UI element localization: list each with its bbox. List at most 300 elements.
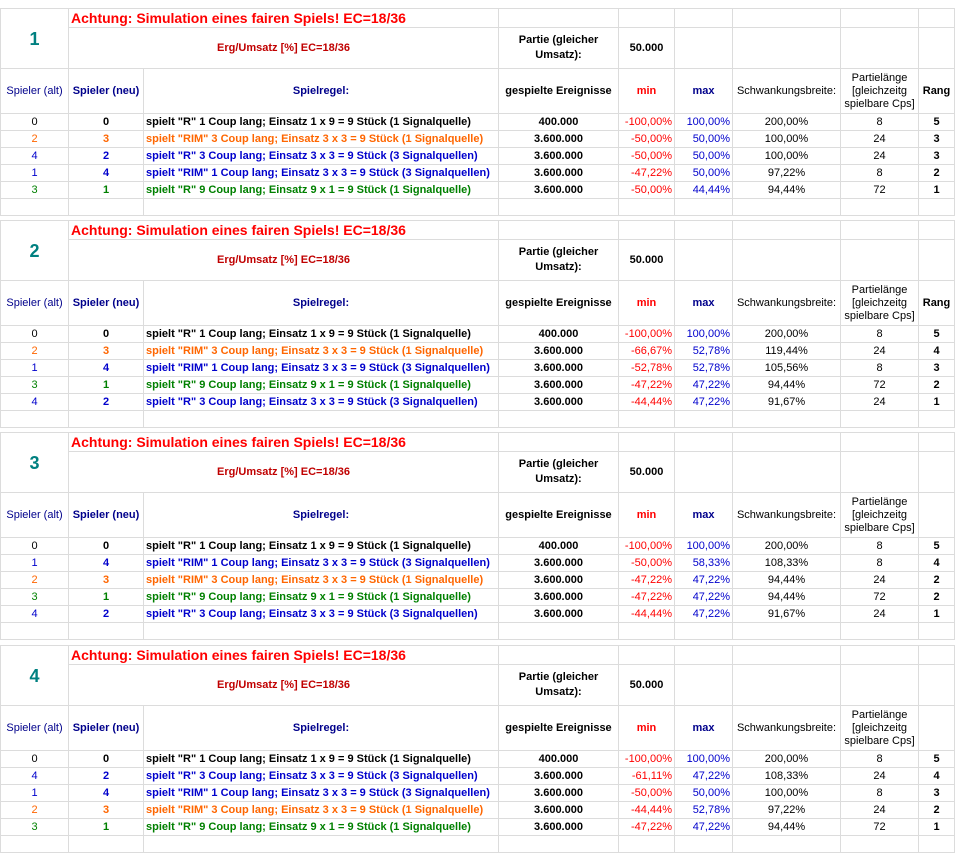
min-cell[interactable]: -47,22% <box>619 572 675 589</box>
max-cell[interactable]: 47,22% <box>675 606 733 623</box>
rang-cell[interactable]: 2 <box>919 165 955 182</box>
header-schwankungsbreite[interactable]: Schwankungsbreite: <box>733 706 841 751</box>
table-row[interactable] <box>1 606 955 623</box>
max-cell[interactable]: 100,00% <box>675 326 733 343</box>
spielregel-cell[interactable]: spielt "R" 3 Coup lang; Einsatz 3 x 3 = 9 Stück (3 Signalquellen) <box>144 394 499 411</box>
min-cell[interactable]: -52,78% <box>619 360 675 377</box>
spieler-neu-cell[interactable]: 3 <box>69 802 144 819</box>
warning-title[interactable]: Achtung: Simulation eines fairen Spiels! EC=18/36 <box>69 433 499 452</box>
spielregel-cell[interactable]: spielt "RIM" 1 Coup lang; Einsatz 3 x 3 = 9 Stück (3 Signalquellen) <box>144 785 499 802</box>
rang-cell[interactable]: 1 <box>919 819 955 836</box>
empty-cell[interactable] <box>733 240 841 281</box>
empty-cell[interactable] <box>841 836 919 853</box>
empty-cell[interactable] <box>675 452 733 493</box>
header-spielregel[interactable]: Spielregel: <box>144 69 499 114</box>
rang-cell[interactable]: 5 <box>919 751 955 768</box>
table-row[interactable] <box>1 589 955 606</box>
empty-cell[interactable] <box>919 836 955 853</box>
partie-value[interactable]: 50.000 <box>619 28 675 69</box>
rang-cell[interactable]: 1 <box>919 394 955 411</box>
spieler-neu-cell[interactable]: 3 <box>69 572 144 589</box>
empty-cell[interactable] <box>733 199 841 216</box>
empty-cell[interactable] <box>675 646 733 665</box>
warning-title[interactable]: Achtung: Simulation eines fairen Spiels! EC=18/36 <box>69 221 499 240</box>
spielregel-cell[interactable]: spielt "RIM" 1 Coup lang; Einsatz 3 x 3 = 9 Stück (3 Signalquellen) <box>144 165 499 182</box>
rang-cell[interactable]: 5 <box>919 114 955 131</box>
max-cell[interactable]: 52,78% <box>675 360 733 377</box>
empty-cell[interactable] <box>841 199 919 216</box>
table-row[interactable] <box>1 360 955 377</box>
partielaenge-cell[interactable]: 8 <box>841 785 919 802</box>
partielaenge-cell[interactable]: 24 <box>841 606 919 623</box>
header-min[interactable]: min <box>619 281 675 326</box>
header-spieler-neu[interactable]: Spieler (neu) <box>69 493 144 538</box>
ereignisse-cell[interactable]: 3.600.000 <box>499 182 619 199</box>
max-cell[interactable]: 47,22% <box>675 589 733 606</box>
max-cell[interactable]: 52,78% <box>675 802 733 819</box>
partie-label[interactable]: Partie (gleicher Umsatz): <box>499 28 619 69</box>
header-min[interactable]: min <box>619 493 675 538</box>
empty-cell[interactable] <box>733 9 841 28</box>
min-cell[interactable]: -47,22% <box>619 165 675 182</box>
empty-cell[interactable] <box>733 411 841 428</box>
erg-umsatz-label[interactable]: Erg/Umsatz [%] EC=18/36 <box>69 28 499 69</box>
ereignisse-cell[interactable]: 400.000 <box>499 751 619 768</box>
min-cell[interactable]: -44,44% <box>619 394 675 411</box>
spieler-neu-cell[interactable]: 2 <box>69 606 144 623</box>
empty-cell[interactable] <box>733 623 841 640</box>
partielaenge-cell[interactable]: 24 <box>841 768 919 785</box>
min-cell[interactable]: -47,22% <box>619 377 675 394</box>
ereignisse-cell[interactable]: 3.600.000 <box>499 589 619 606</box>
header-spieler-alt[interactable]: Spieler (alt) <box>1 706 69 751</box>
partielaenge-cell[interactable]: 72 <box>841 377 919 394</box>
spieler-neu-cell[interactable]: 3 <box>69 343 144 360</box>
block-number[interactable]: 1 <box>1 9 69 69</box>
empty-cell[interactable] <box>675 623 733 640</box>
min-cell[interactable]: -50,00% <box>619 182 675 199</box>
spieler-neu-cell[interactable]: 1 <box>69 377 144 394</box>
schwankungsbreite-cell[interactable]: 94,44% <box>733 572 841 589</box>
empty-cell[interactable] <box>499 836 619 853</box>
spielregel-cell[interactable]: spielt "R" 3 Coup lang; Einsatz 3 x 3 = 9 Stück (3 Signalquellen) <box>144 768 499 785</box>
empty-cell[interactable] <box>1 836 69 853</box>
header-max[interactable]: max <box>675 69 733 114</box>
max-cell[interactable]: 100,00% <box>675 751 733 768</box>
spieler-alt-cell[interactable]: 3 <box>1 377 69 394</box>
empty-cell[interactable] <box>1 411 69 428</box>
empty-cell[interactable] <box>499 221 619 240</box>
spieler-alt-cell[interactable]: 2 <box>1 572 69 589</box>
spielregel-cell[interactable]: spielt "R" 9 Coup lang; Einsatz 9 x 1 = 9 Stück (1 Signalquelle) <box>144 377 499 394</box>
rang-cell[interactable]: 1 <box>919 182 955 199</box>
table-row[interactable] <box>1 751 955 768</box>
empty-cell[interactable] <box>919 646 955 665</box>
spieler-neu-cell[interactable]: 0 <box>69 538 144 555</box>
ereignisse-cell[interactable]: 3.600.000 <box>499 555 619 572</box>
empty-cell[interactable] <box>144 836 499 853</box>
table-row[interactable] <box>1 114 955 131</box>
max-cell[interactable]: 47,22% <box>675 572 733 589</box>
max-cell[interactable]: 50,00% <box>675 165 733 182</box>
empty-cell[interactable] <box>69 411 144 428</box>
partie-value[interactable]: 50.000 <box>619 240 675 281</box>
empty-cell[interactable] <box>675 836 733 853</box>
ereignisse-cell[interactable]: 3.600.000 <box>499 572 619 589</box>
empty-cell[interactable] <box>675 240 733 281</box>
table-row[interactable] <box>1 802 955 819</box>
max-cell[interactable]: 50,00% <box>675 785 733 802</box>
spieler-alt-cell[interactable]: 2 <box>1 343 69 360</box>
min-cell[interactable]: -47,22% <box>619 819 675 836</box>
ereignisse-cell[interactable]: 3.600.000 <box>499 785 619 802</box>
empty-cell[interactable] <box>499 199 619 216</box>
schwankungsbreite-cell[interactable]: 105,56% <box>733 360 841 377</box>
rang-cell[interactable]: 4 <box>919 555 955 572</box>
min-cell[interactable]: -100,00% <box>619 538 675 555</box>
table-row[interactable] <box>1 326 955 343</box>
empty-cell[interactable] <box>733 836 841 853</box>
table-row[interactable] <box>1 394 955 411</box>
empty-cell[interactable] <box>675 665 733 706</box>
empty-cell[interactable] <box>619 433 675 452</box>
empty-cell[interactable] <box>499 433 619 452</box>
max-cell[interactable]: 47,22% <box>675 377 733 394</box>
max-cell[interactable]: 100,00% <box>675 538 733 555</box>
header-spieler-alt[interactable]: Spieler (alt) <box>1 493 69 538</box>
spieler-alt-cell[interactable]: 0 <box>1 538 69 555</box>
empty-cell[interactable] <box>619 836 675 853</box>
empty-cell[interactable] <box>69 199 144 216</box>
table-row[interactable] <box>1 182 955 199</box>
spielregel-cell[interactable]: spielt "R" 9 Coup lang; Einsatz 9 x 1 = 9 Stück (1 Signalquelle) <box>144 182 499 199</box>
spielregel-cell[interactable]: spielt "RIM" 3 Coup lang; Einsatz 3 x 3 = 9 Stück (1 Signalquelle) <box>144 802 499 819</box>
header-rang[interactable] <box>919 493 955 538</box>
spielregel-cell[interactable]: spielt "RIM" 3 Coup lang; Einsatz 3 x 3 = 9 Stück (1 Signalquelle) <box>144 343 499 360</box>
empty-cell[interactable] <box>675 221 733 240</box>
header-spielregel[interactable]: Spielregel: <box>144 706 499 751</box>
empty-cell[interactable] <box>144 623 499 640</box>
partielaenge-cell[interactable]: 72 <box>841 819 919 836</box>
max-cell[interactable]: 100,00% <box>675 114 733 131</box>
rang-cell[interactable]: 2 <box>919 589 955 606</box>
header-ereignisse[interactable]: gespielte Ereignisse <box>499 281 619 326</box>
partielaenge-cell[interactable]: 24 <box>841 343 919 360</box>
empty-cell[interactable] <box>675 199 733 216</box>
spielregel-cell[interactable]: spielt "RIM" 3 Coup lang; Einsatz 3 x 3 = 9 Stück (1 Signalquelle) <box>144 572 499 589</box>
empty-cell[interactable] <box>675 433 733 452</box>
spieler-alt-cell[interactable]: 4 <box>1 768 69 785</box>
schwankungsbreite-cell[interactable]: 94,44% <box>733 589 841 606</box>
ereignisse-cell[interactable]: 3.600.000 <box>499 606 619 623</box>
empty-cell[interactable] <box>144 199 499 216</box>
spieler-alt-cell[interactable]: 1 <box>1 165 69 182</box>
ereignisse-cell[interactable]: 3.600.000 <box>499 360 619 377</box>
ereignisse-cell[interactable]: 3.600.000 <box>499 377 619 394</box>
spielregel-cell[interactable]: spielt "R" 3 Coup lang; Einsatz 3 x 3 = 9 Stück (3 Signalquellen) <box>144 148 499 165</box>
header-rang[interactable]: Rang <box>919 281 955 326</box>
spieler-alt-cell[interactable]: 0 <box>1 326 69 343</box>
spieler-alt-cell[interactable]: 0 <box>1 114 69 131</box>
ereignisse-cell[interactable]: 400.000 <box>499 114 619 131</box>
empty-cell[interactable] <box>919 433 955 452</box>
ereignisse-cell[interactable]: 3.600.000 <box>499 131 619 148</box>
spielregel-cell[interactable]: spielt "R" 1 Coup lang; Einsatz 1 x 9 = 9 Stück (1 Signalquelle) <box>144 326 499 343</box>
partielaenge-cell[interactable]: 8 <box>841 751 919 768</box>
rang-cell[interactable]: 3 <box>919 785 955 802</box>
empty-cell[interactable] <box>919 411 955 428</box>
ereignisse-cell[interactable]: 400.000 <box>499 538 619 555</box>
schwankungsbreite-cell[interactable]: 94,44% <box>733 819 841 836</box>
header-ereignisse[interactable]: gespielte Ereignisse <box>499 69 619 114</box>
spieler-alt-cell[interactable]: 2 <box>1 802 69 819</box>
schwankungsbreite-cell[interactable]: 94,44% <box>733 182 841 199</box>
min-cell[interactable]: -100,00% <box>619 114 675 131</box>
erg-umsatz-label[interactable]: Erg/Umsatz [%] EC=18/36 <box>69 452 499 493</box>
spieler-neu-cell[interactable]: 2 <box>69 394 144 411</box>
empty-cell[interactable] <box>69 836 144 853</box>
rang-cell[interactable]: 3 <box>919 360 955 377</box>
partielaenge-cell[interactable]: 8 <box>841 538 919 555</box>
empty-cell[interactable] <box>919 221 955 240</box>
ereignisse-cell[interactable]: 3.600.000 <box>499 768 619 785</box>
spieler-neu-cell[interactable]: 0 <box>69 751 144 768</box>
empty-cell[interactable] <box>499 9 619 28</box>
schwankungsbreite-cell[interactable]: 108,33% <box>733 768 841 785</box>
max-cell[interactable]: 50,00% <box>675 148 733 165</box>
empty-cell[interactable] <box>841 411 919 428</box>
empty-cell[interactable] <box>675 411 733 428</box>
header-spieler-alt[interactable]: Spieler (alt) <box>1 69 69 114</box>
rang-cell[interactable]: 3 <box>919 131 955 148</box>
table-row[interactable] <box>1 555 955 572</box>
table-row[interactable] <box>1 819 955 836</box>
schwankungsbreite-cell[interactable]: 200,00% <box>733 114 841 131</box>
spieler-neu-cell[interactable]: 0 <box>69 326 144 343</box>
empty-cell[interactable] <box>919 28 955 69</box>
min-cell[interactable]: -50,00% <box>619 131 675 148</box>
empty-cell[interactable] <box>619 623 675 640</box>
spieler-alt-cell[interactable]: 0 <box>1 751 69 768</box>
spieler-alt-cell[interactable]: 3 <box>1 589 69 606</box>
warning-title[interactable]: Achtung: Simulation eines fairen Spiels! EC=18/36 <box>69 9 499 28</box>
partie-label[interactable]: Partie (gleicher Umsatz): <box>499 665 619 706</box>
spieler-neu-cell[interactable]: 1 <box>69 819 144 836</box>
empty-cell[interactable] <box>499 623 619 640</box>
table-row[interactable] <box>1 785 955 802</box>
min-cell[interactable]: -66,67% <box>619 343 675 360</box>
empty-cell[interactable] <box>733 221 841 240</box>
empty-cell[interactable] <box>499 411 619 428</box>
partielaenge-cell[interactable]: 24 <box>841 572 919 589</box>
header-schwankungsbreite[interactable]: Schwankungsbreite: <box>733 69 841 114</box>
min-cell[interactable]: -50,00% <box>619 555 675 572</box>
empty-cell[interactable] <box>733 452 841 493</box>
max-cell[interactable]: 58,33% <box>675 555 733 572</box>
empty-cell[interactable] <box>919 240 955 281</box>
header-rang[interactable]: Rang <box>919 69 955 114</box>
table-row[interactable] <box>1 131 955 148</box>
empty-cell[interactable] <box>733 433 841 452</box>
min-cell[interactable]: -44,44% <box>619 802 675 819</box>
erg-umsatz-label[interactable]: Erg/Umsatz [%] EC=18/36 <box>69 665 499 706</box>
min-cell[interactable]: -100,00% <box>619 751 675 768</box>
ereignisse-cell[interactable]: 3.600.000 <box>499 148 619 165</box>
spielregel-cell[interactable]: spielt "RIM" 1 Coup lang; Einsatz 3 x 3 = 9 Stück (3 Signalquellen) <box>144 360 499 377</box>
schwankungsbreite-cell[interactable]: 91,67% <box>733 606 841 623</box>
max-cell[interactable]: 44,44% <box>675 182 733 199</box>
empty-cell[interactable] <box>733 646 841 665</box>
spieler-neu-cell[interactable]: 0 <box>69 114 144 131</box>
block-number[interactable]: 3 <box>1 433 69 493</box>
rang-cell[interactable]: 5 <box>919 326 955 343</box>
spieler-neu-cell[interactable]: 4 <box>69 785 144 802</box>
empty-cell[interactable] <box>919 623 955 640</box>
min-cell[interactable]: -47,22% <box>619 589 675 606</box>
header-ereignisse[interactable]: gespielte Ereignisse <box>499 493 619 538</box>
max-cell[interactable]: 50,00% <box>675 131 733 148</box>
schwankungsbreite-cell[interactable]: 108,33% <box>733 555 841 572</box>
max-cell[interactable]: 52,78% <box>675 343 733 360</box>
min-cell[interactable]: -50,00% <box>619 785 675 802</box>
spieler-neu-cell[interactable]: 1 <box>69 589 144 606</box>
spieler-neu-cell[interactable]: 2 <box>69 148 144 165</box>
max-cell[interactable]: 47,22% <box>675 819 733 836</box>
empty-cell[interactable] <box>841 433 919 452</box>
partie-label[interactable]: Partie (gleicher Umsatz): <box>499 452 619 493</box>
block-number[interactable]: 2 <box>1 221 69 281</box>
empty-cell[interactable] <box>841 623 919 640</box>
ereignisse-cell[interactable]: 3.600.000 <box>499 819 619 836</box>
empty-cell[interactable] <box>619 411 675 428</box>
schwankungsbreite-cell[interactable]: 94,44% <box>733 377 841 394</box>
partielaenge-cell[interactable]: 24 <box>841 394 919 411</box>
empty-cell[interactable] <box>841 9 919 28</box>
ereignisse-cell[interactable]: 3.600.000 <box>499 394 619 411</box>
schwankungsbreite-cell[interactable]: 97,22% <box>733 165 841 182</box>
header-partielaenge[interactable]: Partielänge [gleichzeitg spielbare Cps] <box>841 706 919 751</box>
empty-cell[interactable] <box>499 646 619 665</box>
spieler-alt-cell[interactable]: 2 <box>1 131 69 148</box>
empty-cell[interactable] <box>619 221 675 240</box>
spieler-neu-cell[interactable]: 4 <box>69 555 144 572</box>
schwankungsbreite-cell[interactable]: 100,00% <box>733 785 841 802</box>
table-row[interactable] <box>1 377 955 394</box>
partielaenge-cell[interactable]: 72 <box>841 182 919 199</box>
table-row[interactable] <box>1 148 955 165</box>
header-spieler-neu[interactable]: Spieler (neu) <box>69 281 144 326</box>
warning-title[interactable]: Achtung: Simulation eines fairen Spiels! EC=18/36 <box>69 646 499 665</box>
empty-cell[interactable] <box>675 9 733 28</box>
spielregel-cell[interactable]: spielt "R" 3 Coup lang; Einsatz 3 x 3 = 9 Stück (3 Signalquellen) <box>144 606 499 623</box>
table-row[interactable] <box>1 538 955 555</box>
header-partielaenge[interactable]: Partielänge [gleichzeitg spielbare Cps] <box>841 493 919 538</box>
spielregel-cell[interactable]: spielt "R" 1 Coup lang; Einsatz 1 x 9 = 9 Stück (1 Signalquelle) <box>144 538 499 555</box>
erg-umsatz-label[interactable]: Erg/Umsatz [%] EC=18/36 <box>69 240 499 281</box>
spieler-alt-cell[interactable]: 4 <box>1 394 69 411</box>
header-spieler-alt[interactable]: Spieler (alt) <box>1 281 69 326</box>
header-max[interactable]: max <box>675 281 733 326</box>
spielregel-cell[interactable]: spielt "R" 9 Coup lang; Einsatz 9 x 1 = 9 Stück (1 Signalquelle) <box>144 589 499 606</box>
empty-cell[interactable] <box>1 199 69 216</box>
partielaenge-cell[interactable]: 8 <box>841 360 919 377</box>
rang-cell[interactable]: 5 <box>919 538 955 555</box>
empty-cell[interactable] <box>919 452 955 493</box>
min-cell[interactable]: -44,44% <box>619 606 675 623</box>
spieler-neu-cell[interactable]: 2 <box>69 768 144 785</box>
spieler-neu-cell[interactable]: 1 <box>69 182 144 199</box>
rang-cell[interactable]: 2 <box>919 572 955 589</box>
rang-cell[interactable]: 2 <box>919 377 955 394</box>
table-row[interactable] <box>1 572 955 589</box>
partielaenge-cell[interactable]: 24 <box>841 802 919 819</box>
header-rang[interactable] <box>919 706 955 751</box>
empty-cell[interactable] <box>841 221 919 240</box>
empty-cell[interactable] <box>841 646 919 665</box>
header-schwankungsbreite[interactable]: Schwankungsbreite: <box>733 493 841 538</box>
table-row[interactable] <box>1 165 955 182</box>
min-cell[interactable]: -50,00% <box>619 148 675 165</box>
ereignisse-cell[interactable]: 3.600.000 <box>499 165 619 182</box>
empty-cell[interactable] <box>675 28 733 69</box>
empty-cell[interactable] <box>919 665 955 706</box>
empty-cell[interactable] <box>841 452 919 493</box>
empty-cell[interactable] <box>619 646 675 665</box>
header-ereignisse[interactable]: gespielte Ereignisse <box>499 706 619 751</box>
schwankungsbreite-cell[interactable]: 119,44% <box>733 343 841 360</box>
partielaenge-cell[interactable]: 8 <box>841 326 919 343</box>
rang-cell[interactable]: 1 <box>919 606 955 623</box>
partie-value[interactable]: 50.000 <box>619 665 675 706</box>
empty-cell[interactable] <box>919 9 955 28</box>
spielregel-cell[interactable]: spielt "R" 1 Coup lang; Einsatz 1 x 9 = 9 Stück (1 Signalquelle) <box>144 114 499 131</box>
spieler-alt-cell[interactable]: 4 <box>1 606 69 623</box>
header-min[interactable]: min <box>619 69 675 114</box>
block-number[interactable]: 4 <box>1 646 69 706</box>
partielaenge-cell[interactable]: 24 <box>841 131 919 148</box>
partielaenge-cell[interactable]: 72 <box>841 589 919 606</box>
ereignisse-cell[interactable]: 400.000 <box>499 326 619 343</box>
ereignisse-cell[interactable]: 3.600.000 <box>499 343 619 360</box>
partielaenge-cell[interactable]: 8 <box>841 114 919 131</box>
spielregel-cell[interactable]: spielt "RIM" 1 Coup lang; Einsatz 3 x 3 = 9 Stück (3 Signalquellen) <box>144 555 499 572</box>
schwankungsbreite-cell[interactable]: 200,00% <box>733 538 841 555</box>
header-partielaenge[interactable]: Partielänge [gleichzeitg spielbare Cps] <box>841 281 919 326</box>
partielaenge-cell[interactable]: 8 <box>841 165 919 182</box>
header-partielaenge[interactable]: Partielänge [gleichzeitg spielbare Cps] <box>841 69 919 114</box>
rang-cell[interactable]: 4 <box>919 343 955 360</box>
header-min[interactable]: min <box>619 706 675 751</box>
spieler-alt-cell[interactable]: 3 <box>1 182 69 199</box>
spieler-alt-cell[interactable]: 3 <box>1 819 69 836</box>
schwankungsbreite-cell[interactable]: 91,67% <box>733 394 841 411</box>
spielregel-cell[interactable]: spielt "R" 1 Coup lang; Einsatz 1 x 9 = 9 Stück (1 Signalquelle) <box>144 751 499 768</box>
table-row[interactable] <box>1 768 955 785</box>
max-cell[interactable]: 47,22% <box>675 768 733 785</box>
empty-cell[interactable] <box>1 623 69 640</box>
schwankungsbreite-cell[interactable]: 100,00% <box>733 148 841 165</box>
partielaenge-cell[interactable]: 24 <box>841 148 919 165</box>
rang-cell[interactable]: 4 <box>919 768 955 785</box>
header-schwankungsbreite[interactable]: Schwankungsbreite: <box>733 281 841 326</box>
schwankungsbreite-cell[interactable]: 100,00% <box>733 131 841 148</box>
empty-cell[interactable] <box>733 28 841 69</box>
header-spieler-neu[interactable]: Spieler (neu) <box>69 69 144 114</box>
schwankungsbreite-cell[interactable]: 200,00% <box>733 751 841 768</box>
spielregel-cell[interactable]: spielt "R" 9 Coup lang; Einsatz 9 x 1 = 9 Stück (1 Signalquelle) <box>144 819 499 836</box>
rang-cell[interactable]: 2 <box>919 802 955 819</box>
header-max[interactable]: max <box>675 493 733 538</box>
